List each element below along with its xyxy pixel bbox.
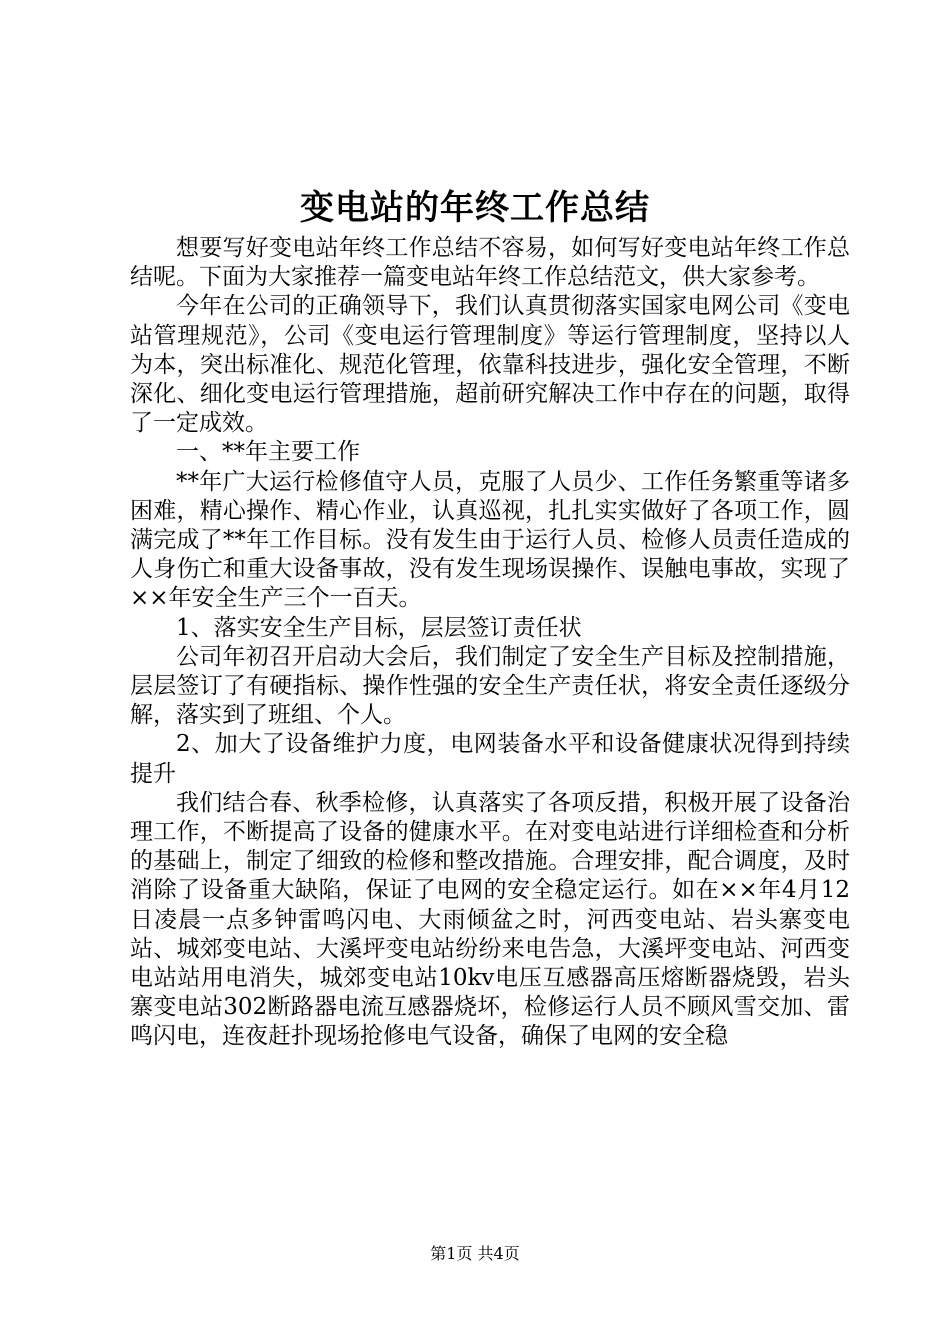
intro-paragraph: 想要写好变电站年终工作总结不容易，如何写好变电站年终工作总结呢。下面为大家推荐一篇变电站年终工作总结范文，供大家参考。 [130, 235, 850, 291]
subheading-equipment-maintenance: 2、加大了设备维护力度，电网装备水平和设备健康状况得到持续提升 [130, 731, 850, 787]
main-work-paragraph: **年广大运行检修值守人员，克服了人员少、工作任务繁重等诸多困难，精心操作、精心作业，认真巡视，扎扎实实做好了各项工作，圆满完成了**年工作目标。没有发生由于运行人员、检修人员责任造成的人身伤亡和重大设备事故，没有发生现场误操作、误触电事故，实现了××年安全生产三个一百天。 [130, 468, 850, 612]
subheading-safety-targets: 1、落实安全生产目标，层层签订责任状 [176, 614, 582, 641]
safety-targets-paragraph: 公司年初召开启动大会后，我们制定了安全生产目标及控制措施，层层签订了有硬指标、操作性强的安全生产责任状，将安全责任逐级分解，落实到了班组、个人。 [130, 643, 850, 729]
overview-paragraph: 今年在公司的正确领导下，我们认真贯彻落实国家电网公司《变电站管理规范》，公司《变电运行管理制度》等运行管理制度，坚持以人为本，突出标准化、规范化管理，依靠科技进步，强化安全管理，不断深化、细化变电运行管理措施，超前研究解决工作中存在的问题，取得了一定成效。 [130, 293, 850, 437]
page-footer: 第1页 共4页 [430, 1244, 520, 1263]
page-title: 变电站的年终工作总结 [300, 188, 650, 228]
document-body [130, 234, 850, 1052]
equipment-maintenance-paragraph: 我们结合春、秋季检修，认真落实了各项反措，积极开展了设备治理工作，不断提高了设备的健康水平。在对变电站进行详细检查和分析的基础上，制定了细致的检修和整改措施。合理安排，配合调度，及时消除了设备重大缺陷，保证了电网的安全稳定运行。如在××年4月12日凌晨一点多钟雷鸣闪电、大雨倾盆之时，河西变电站、岩头寨变电站、城郊变电站、大溪坪变电站纷纷来电告急，大溪坪变电站、河西变电站站用电消失，城郊变电站10kv电压互感器高压熔断器烧毁，岩头寨变电站302断路器电流互感器烧坏，检修运行人员不顾风雪交加、雷鸣闪电，连夜赶扑现场抢修电气设备，确保了电网的安全稳 [130, 789, 850, 1050]
section-heading-main-work: 一、**年主要工作 [176, 439, 360, 466]
